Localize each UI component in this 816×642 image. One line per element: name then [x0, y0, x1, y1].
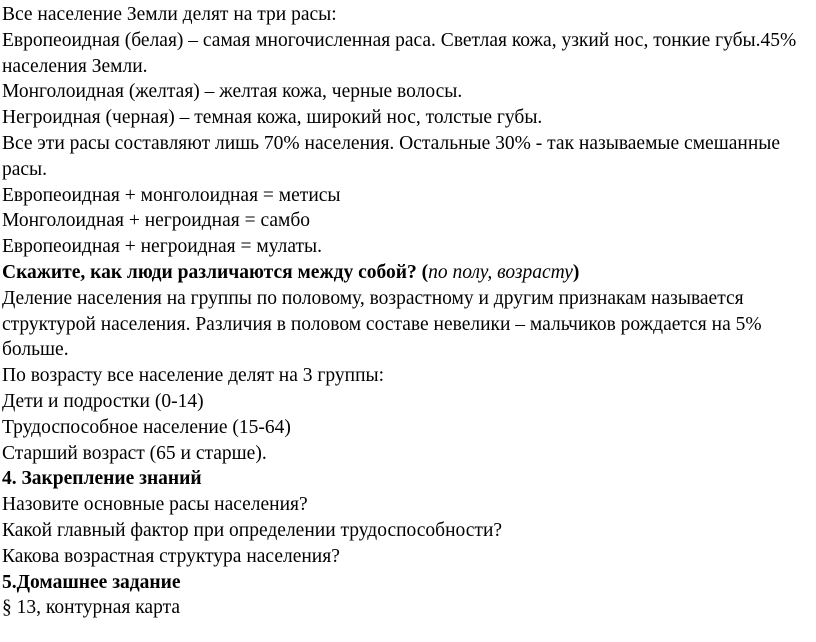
review-question-age-structure: Какова возрастная структура населения?: [2, 545, 340, 567]
review-question-working-ability: Какой главный фактор при определении трудоспособности?: [2, 519, 503, 541]
mulatto-line: Европеоидная + негроидная = мулаты.: [2, 236, 322, 258]
age-group-elderly: Старший возраст (65 и старше).: [2, 442, 267, 464]
question-line: [2, 260, 802, 286]
document-body: [2, 2, 802, 621]
intro-races-line: Все население Земли делят на три расы:: [2, 4, 337, 25]
section-heading-homework: 5.Домашнее задание: [2, 571, 181, 593]
review-question-races: Назовите основные расы населения?: [2, 494, 308, 516]
question-close-paren: ): [572, 261, 580, 283]
sambo-line: Монголоидная + негроидная = самбо: [2, 210, 311, 232]
question-bold-text: Скажите, как люди различаются между собой? (: [2, 261, 429, 283]
negroid-description: Негроидная (черная) – темная кожа, широкий нос, толстые губы.: [2, 107, 543, 129]
mongoloid-description: Монголоидная (желтая) – желтая кожа, черные волосы.: [2, 81, 463, 103]
age-group-children: Дети и подростки (0-14): [2, 390, 204, 412]
question-italic-text: по полу, возрасту: [428, 261, 573, 283]
homework-line: § 13, контурная карта: [2, 597, 180, 619]
mestizo-line: Европеоидная + монголоидная = метисы: [2, 184, 341, 206]
mixed-races-paragraph: Все эти расы составляют лишь 70% населения. Остальные 30% - так называемые смешанные расы.: [2, 132, 781, 180]
age-groups-intro: По возрасту все население делят на 3 группы:: [2, 365, 385, 387]
population-structure-paragraph: Деление населения на группы по половому, возрастному и другим признакам называется структурой населения. Различия в половом составе невелики – мальчиков рождается на 5% больше.: [2, 287, 762, 361]
europeoid-description: Европеоидная (белая) – самая многочисленная раса. Светлая кожа, узкий нос, тонкие губы.45% населения Земли.: [2, 29, 797, 77]
section-heading-consolidation: 4. Закрепление знаний: [2, 468, 202, 490]
age-group-working: Трудоспособное население (15-64): [2, 416, 291, 438]
